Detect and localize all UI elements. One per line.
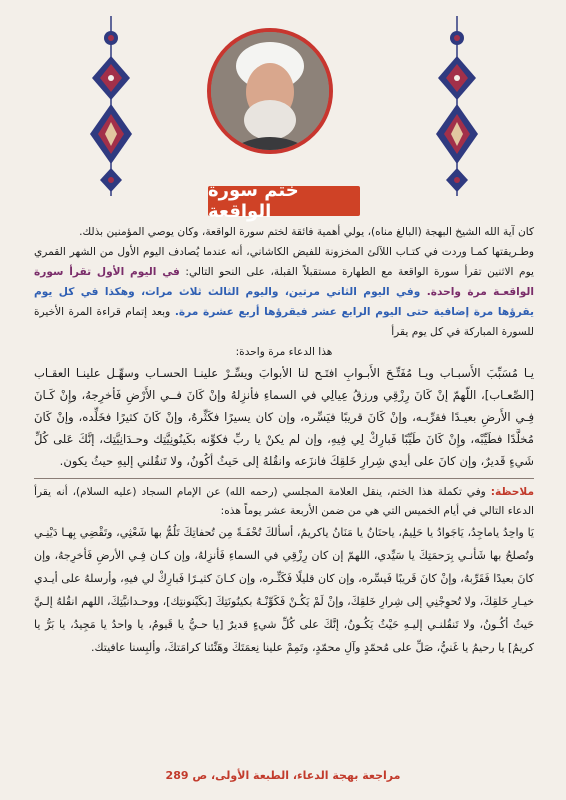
section-divider (34, 478, 534, 479)
page-title: ختم سورة الواقعة (208, 186, 360, 216)
dua-first: يـا مُسَبِّبَ الأَسبـاب ويـا مُفَتِّـحَ الأَبـوابِ افتَـح لنا الأبوابَ ويسِّـرْ علينـا الحسـاب وسهِّـل علينـا العقـاب [الصِّعـاب]، اللّهمّ إنْ كَانَ رِزْقِي ورزقُ عِيالِي في السماءِ فأنزِلهُ وإنْ كَانَ فــي الأَرْضِ فَأخرِجهُ، وإِنْ كَـانَ فِـي الأَرضِ بعيـدًا فقرِّبـه، وإنْ كَانَ قريبًا فيَسِّره، وإن كان يسيرًا فكَثِّرهُ، وإنْ كَانَ كثيرًا فخَلِّده، وإنْ كَانَ مُخلَّدًا فطَيِّبْه، وإِنْ كَانَ طَيِّبًا فَبارِكْ لِي فِيهِ، وإن لم يكنْ يا ربِّ فكوِّنه بكَينُونِيَّتِك وحـدَانِيَّتِك، إنَّكَ عَلى كُلِّ شَيءٍ قَديرٌ، وإن كانَ على أيدي شِرارِ خَلقِكَ فانزَعه وانقُلهُ إلى حَيثُ أكُونُ، ولا تَنقُلني إليهِ حيثُ يكون. (34, 366, 534, 468)
arabesque-ornament-icon (432, 16, 482, 196)
method-tail: هذا الدعاء مرة واحدة: (235, 346, 333, 358)
arabesque-ornament-icon (86, 16, 136, 196)
method-highlight-blue: وفي اليوم الثاني مرتين، واليوم الثالث ثلاث مرات، وهكذا في كل يوم يقرؤها مرة إضافية حتى اليوم الرابع عشر فيقرؤها أربع عشرة مرة. (34, 286, 534, 318)
method-text: وطـريقتها كمـا وردت في كتـاب اللآلئ المخزونة للفيض الكاشاني، أنه عندما يُصادف اليوم الأول من الشهر القمري يوم الاثنين تقرأ سورة الواقعة مع الطهارة مستقبلاً القبلة، على النحو التالي: (34, 246, 534, 278)
reference-citation: مراجعة بهجة الدعاء، الطبعة الأولى، ص 289 (165, 769, 401, 782)
intro-paragraph: كان آية الله الشيخ البهجة (البالغ مناه)، يولي أهمية فائقة لختم سورة الواقعة، وكان يوصي المؤمنين بذلك. (79, 226, 534, 238)
scholar-portrait (207, 28, 333, 154)
dua-second: يَا واحِدُ ياماجِدُ، يَاجَوادُ يا حَلِيمُ، ياحنَانُ يا مَنَانُ ياكريمُ، أسألكَ تُحْفَـةً مِن تُحفاتِكَ تَلُمُّ بها شَعْثِي، وتَقْضِي بِهـا دَيْنِـي وتُصلحُ بها شَأنـي بِرَحمَتِكَ يا سَيِّدي، اللهمّ إن كان رِزْقِي في السماءِ فَأنزِلهُ، وإن كـان فِـي الأرضِ فَأخرِجهُ، وإن كانَ بعيدًا فَقَرِّبهُ، وإنْ كانَ قَريبًا فَيسِّره، وإن كان قليلًا فَكَثِّـره، وإن كـانَ كثيـرًا فَبارِكْ لي فيهِ، وأرسلهُ على أيـدي خيـارِ خَلقِكَ، ولا تُحوِجْنِي إلى شِرارِ خَلقِكَ، وإنْ لَمْ يَكُـنْ فَكَوِّنْـهُ بكينُونَتِكَ [بكَيْنونتِك]، ووحـدانيَّتِكَ، اللهم انقُلهُ إلـيَّ حَيثُ أكُـونُ، ولا تَنقُلنـي إليـهِ حَيْثُ يَكُـونُ، إنَّكَ على كُلِّ شيءٍ قديرٌ [يا حـيُّ يا قَيومُ، يا واحدُ يا مَجِيدُ، يا بَرُّ يا كريمُ] يا رحيمُ يا غَنيُّ، صَلِّ على مُحمّدٍ وآلِ محمّدٍ، وتَمِمْ علينا نِعمَتَكَ وهَنِّئنا كرامَتكَ، وألبِسنا عافيتك. (34, 526, 534, 654)
note-text: وفي تكملة هذا الختم، ينقل العلامة المجلسي (رحمه الله) عن الإمام السجاد (عليه السلام)، أنه يقرأ الدعاء التالي في أيام الخميس التي هي من ضمن الأربعة عشر يوماً هذه: (34, 486, 534, 517)
article-body (34, 222, 534, 659)
note-label: ملاحظة: (490, 486, 534, 498)
note-paragraph (34, 483, 534, 521)
method-text-end: وبعد إتمام قراءة المرة الأخيرة للسورة المباركة في كل يوم يقرأ (34, 306, 534, 338)
method-paragraph (34, 242, 534, 342)
method-highlight-purple: في اليوم الأول تقرأ سورة الواقعـة مرة واحدة. (34, 266, 535, 298)
